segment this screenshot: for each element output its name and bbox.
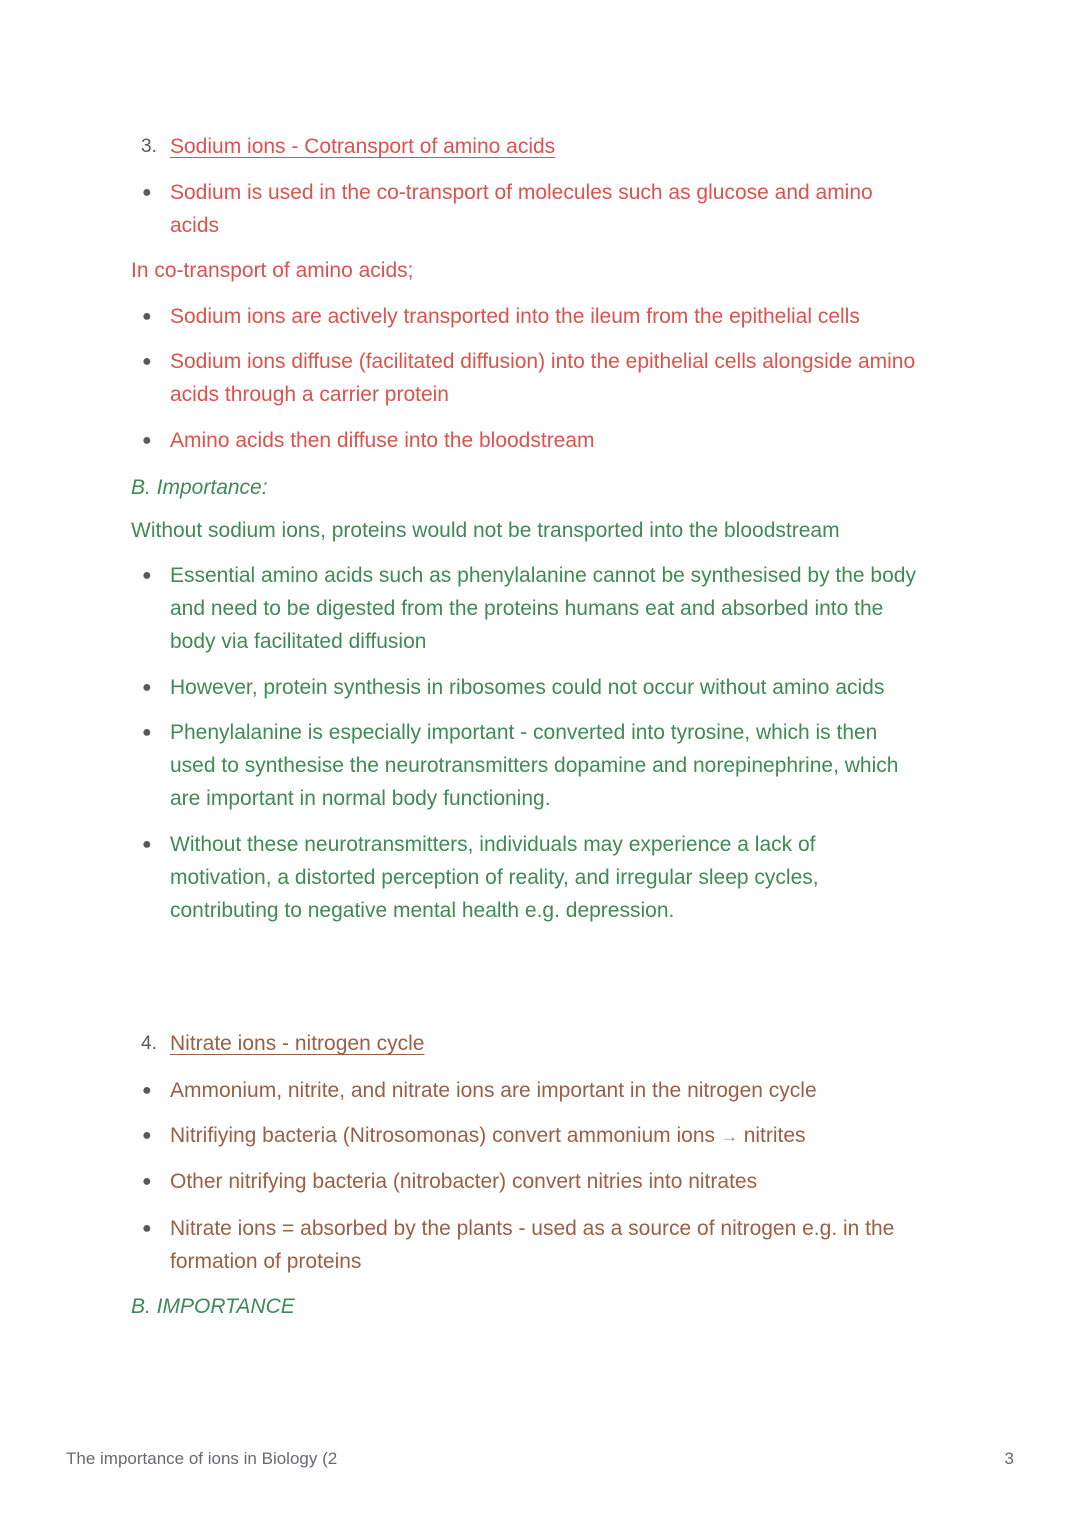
nitrate-point-4-line-2: formation of proteins <box>170 1250 362 1273</box>
bullet-dot: ● <box>142 1220 152 1237</box>
bullet-dot: ● <box>142 432 152 449</box>
bullet-dot: ● <box>142 836 152 853</box>
bullet-dot: ● <box>142 679 152 696</box>
nitrate-point-2-text: Nitrifiying bacteria (Nitrosomonas) convert ammonium ions <box>170 1124 716 1147</box>
importance-point-4-line-3: contributing to negative mental health e.g. depression. <box>170 899 675 922</box>
bullet-dot: ● <box>142 184 152 201</box>
section-4-number: 4. <box>141 1033 157 1054</box>
importance-point-4-line-2: motivation, a distorted perception of reality, and irregular sleep cycles, <box>170 866 819 889</box>
importance-point-4-line-1: Without these neurotransmitters, individuals may experience a lack of <box>170 833 816 856</box>
page-number: 3 <box>1004 1449 1014 1468</box>
footer-title: The importance of ions in Biology (2 <box>66 1449 338 1468</box>
step-2-line-1: Sodium ions diffuse (facilitated diffusion) into the epithelial cells alongside amino <box>170 350 916 373</box>
importance-point-3-line-2: used to synthesise the neurotransmitters dopamine and norepinephrine, which <box>170 754 899 777</box>
section-3-number: 3. <box>141 136 157 157</box>
section-3-subheading: In co-transport of amino acids; <box>131 259 414 282</box>
section-3-importance-label: B. Importance: <box>131 476 268 499</box>
section-4-importance-label: B. IMPORTANCE <box>131 1295 295 1318</box>
section-3-importance-intro: Without sodium ions, proteins would not be transported into the bloodstream <box>131 519 840 542</box>
bullet-dot: ● <box>142 308 152 325</box>
importance-point-3-line-1: Phenylalanine is especially important - converted into tyrosine, which is then <box>170 721 878 744</box>
importance-point-2: However, protein synthesis in ribosomes could not occur without amino acids <box>170 676 885 699</box>
importance-point-3-line-3: are important in normal body functioning. <box>170 787 551 810</box>
step-1: Sodium ions are actively transported into the ileum from the epithelial cells <box>170 305 860 328</box>
bullet-dot: ● <box>142 724 152 741</box>
nitrate-point-4-line-1: Nitrate ions = absorbed by the plants - used as a source of nitrogen e.g. in the <box>170 1217 895 1240</box>
bullet-dot: ● <box>142 1127 152 1144</box>
importance-point-1-line-3: body via facilitated diffusion <box>170 630 427 653</box>
nitrate-point-3: Other nitrifying bacteria (nitrobacter) convert nitries into nitrates <box>170 1170 758 1193</box>
bullet-dot: ● <box>142 353 152 370</box>
nitrate-point-2-result: nitrites <box>743 1124 806 1147</box>
nitrate-point-1: Ammonium, nitrite, and nitrate ions are important in the nitrogen cycle <box>170 1079 817 1102</box>
step-2-line-2: acids through a carrier protein <box>170 383 449 406</box>
section-4-heading[interactable]: Nitrate ions - nitrogen cycle <box>170 1032 425 1055</box>
step-3: Amino acids then diffuse into the bloodstream <box>170 429 595 452</box>
arrow-right-icon: → <box>720 1127 738 1146</box>
section-3-intro-line-1: Sodium is used in the co-transport of molecules such as glucose and amino <box>170 181 873 204</box>
bullet-dot: ● <box>142 567 152 584</box>
section-3-intro-line-2: acids <box>170 214 220 237</box>
section-3-heading[interactable]: Sodium ions - Cotransport of amino acids <box>170 135 556 158</box>
bullet-dot: ● <box>142 1082 152 1099</box>
bullet-dot: ● <box>142 1173 152 1190</box>
importance-point-1-line-1: Essential amino acids such as phenylalanine cannot be synthesised by the body <box>170 564 916 587</box>
nitrate-point-2 <box>170 1119 806 1153</box>
importance-point-1-line-2: and need to be digested from the proteins humans eat and absorbed into the <box>170 597 884 620</box>
